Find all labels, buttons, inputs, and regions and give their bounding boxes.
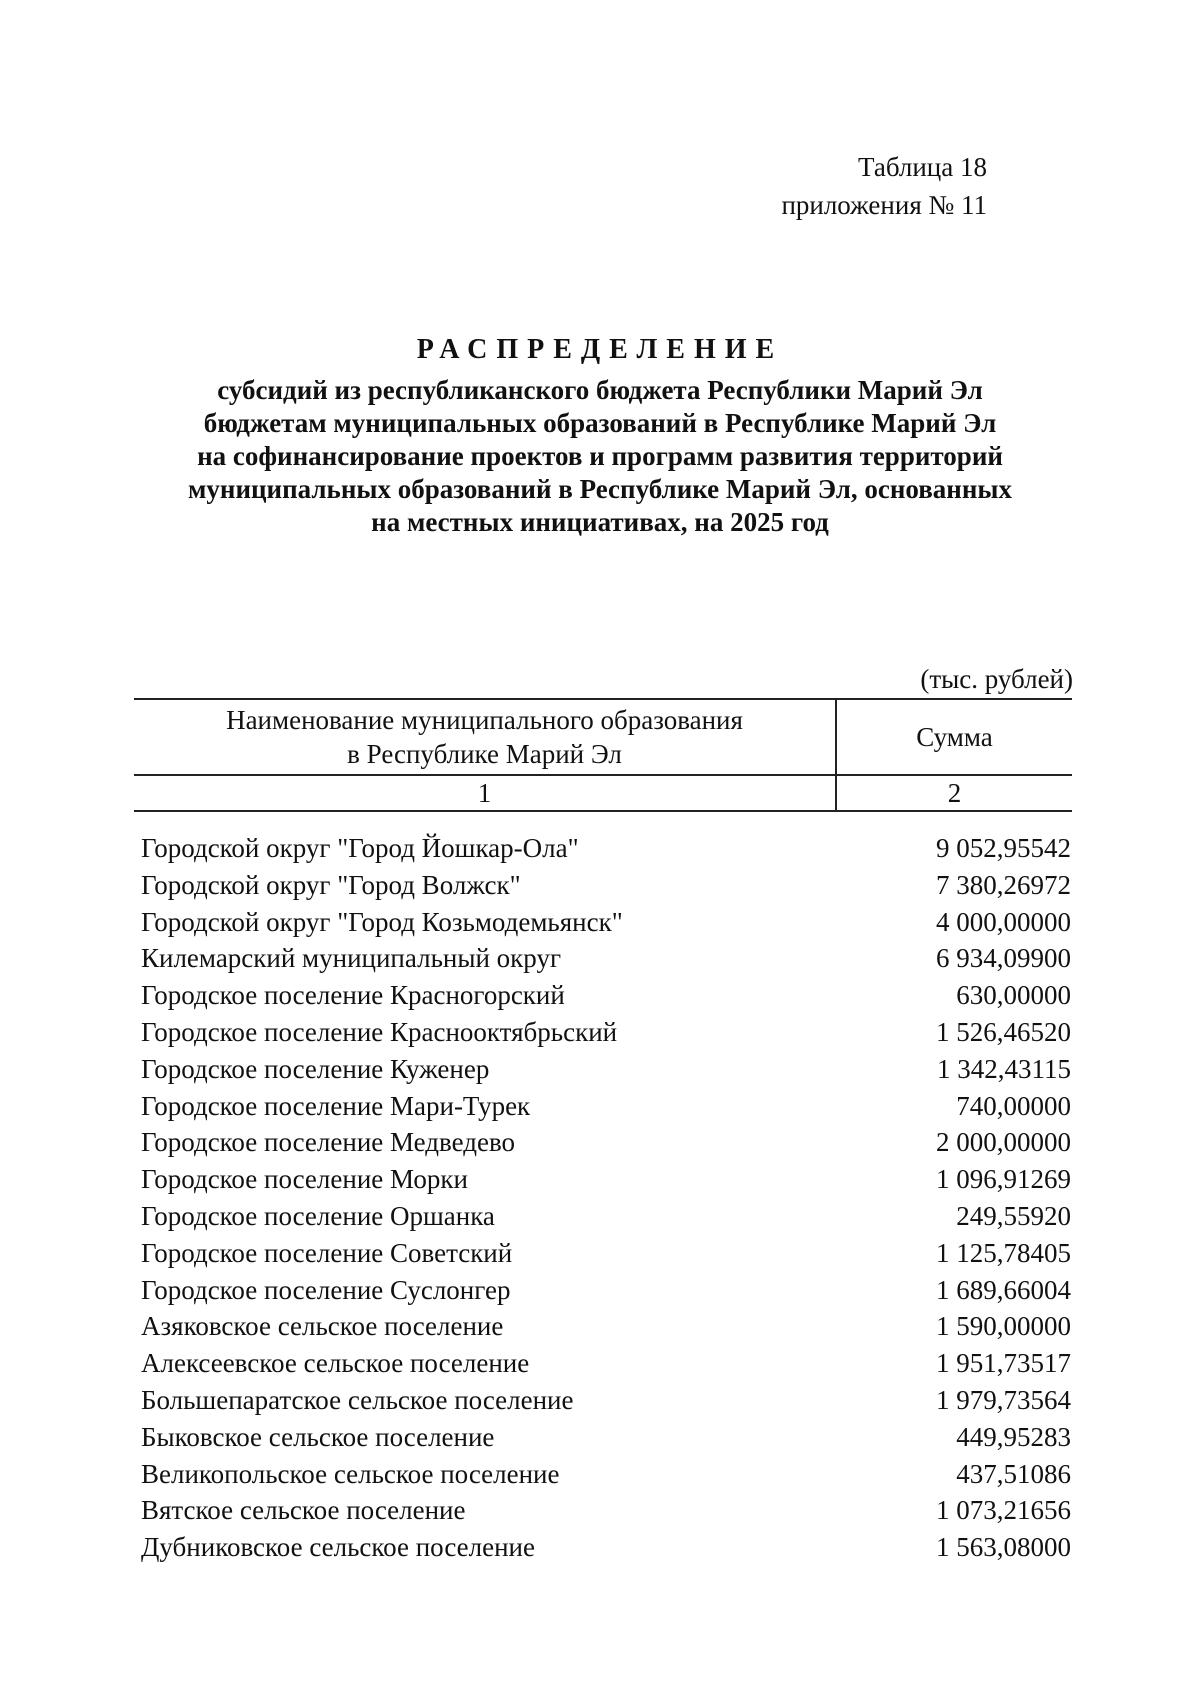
subsidy-amount: 6 934,09900 — [936, 943, 1071, 974]
subsidy-amount: 1 590,00000 — [936, 1311, 1071, 1342]
subsidy-amount: 449,95283 — [956, 1421, 1071, 1452]
subsidy-amount: 4 000,00000 — [936, 906, 1071, 937]
name-column-header — [134, 700, 837, 774]
column-number-2: 2 — [947, 777, 962, 808]
table-row — [141, 1201, 1071, 1238]
table-row — [141, 870, 1071, 907]
subtitle-line: на местных инициативах, на 2025 год — [371, 507, 829, 537]
table-row — [141, 1348, 1071, 1385]
subsidy-amount: 1 125,78405 — [936, 1237, 1071, 1268]
table-row — [141, 1238, 1071, 1275]
municipality-name: Городское поселение Морки — [141, 1164, 468, 1195]
table-row — [141, 833, 1071, 870]
table-row — [141, 943, 1071, 980]
municipality-name: Килемарский муниципальный округ — [141, 943, 562, 974]
municipality-name: Великопольское сельское поселение — [141, 1458, 560, 1489]
column-number-row — [134, 776, 1072, 812]
table-row — [141, 1422, 1071, 1459]
subsidy-amount: 1 951,73517 — [936, 1348, 1071, 1379]
subsidy-amount: 1 563,08000 — [936, 1532, 1071, 1563]
subsidy-amount: 740,00000 — [956, 1090, 1071, 1121]
table-row — [141, 980, 1071, 1017]
table-row — [141, 1017, 1071, 1054]
table-row — [141, 1164, 1071, 1201]
table-row — [141, 1054, 1071, 1091]
subsidy-amount: 1 689,66004 — [936, 1274, 1071, 1305]
header-row — [134, 698, 1072, 776]
table-row — [141, 1311, 1071, 1348]
subsidy-amount: 1 979,73564 — [936, 1384, 1071, 1415]
subtitle-line: субсидий из республиканского бюджета Республики Марий Эл — [217, 375, 983, 405]
name-column-header-line2: в Республике Марий Эл — [347, 739, 622, 769]
municipality-name: Городское поселение Оршанка — [141, 1200, 495, 1231]
subsidy-amount: 630,00000 — [956, 980, 1071, 1011]
municipality-name: Быковское сельское поселение — [141, 1421, 495, 1452]
municipality-name: Городской округ "Город Козьмодемьянск" — [141, 906, 623, 937]
municipality-name: Дубниковское сельское поселение — [141, 1532, 535, 1563]
subsidy-amount: 2 000,00000 — [936, 1127, 1071, 1158]
subsidy-amount: 249,55920 — [956, 1200, 1071, 1231]
subsidy-amount: 7 380,26972 — [936, 869, 1071, 900]
table-header — [134, 698, 1072, 812]
subtitle-line: на софинансирование проектов и программ развития территорий — [197, 441, 1003, 471]
municipality-name: Городское поселение Суслонгер — [141, 1274, 511, 1305]
municipality-name: Азяковское сельское поселение — [141, 1311, 504, 1342]
table-row — [141, 1495, 1071, 1532]
table-row — [141, 907, 1071, 944]
document-subtitle — [0, 374, 1200, 539]
municipality-name: Городское поселение Советский — [141, 1237, 513, 1268]
table-row — [141, 1385, 1071, 1422]
municipality-name: Большепаратское сельское поселение — [141, 1384, 574, 1415]
municipality-name: Городское поселение Медведево — [141, 1127, 516, 1158]
table-row — [141, 1275, 1071, 1312]
table-body — [141, 833, 1071, 1569]
municipality-name: Городской округ "Город Йошкар-Ола" — [141, 833, 579, 863]
subsidy-amount: 1 073,21656 — [936, 1495, 1071, 1526]
subtitle-line: муниципальных образований в Республике Марий Эл, основанных — [188, 474, 1012, 504]
municipality-name: Вятское сельское поселение — [141, 1495, 466, 1526]
subsidy-amount: 1 096,91269 — [936, 1164, 1071, 1195]
subsidy-amount: 437,51086 — [956, 1458, 1071, 1489]
table-row — [141, 1091, 1071, 1128]
municipality-name: Алексеевское сельское поселение — [141, 1348, 530, 1379]
table-row — [141, 1532, 1071, 1569]
municipality-name: Городское поселение Мари-Турек — [141, 1090, 531, 1121]
document-title: РАСПРЕДЕЛЕНИЕ — [416, 334, 784, 365]
table-row — [141, 1127, 1071, 1164]
municipality-name: Городское поселение Куженер — [141, 1053, 490, 1084]
appendix-number: приложения № 11 — [781, 190, 987, 220]
column-number-1: 1 — [134, 776, 837, 810]
units-label: (тыс. рублей) — [920, 664, 1073, 694]
municipality-name: Городской округ "Город Волжск" — [141, 869, 521, 900]
subsidy-amount: 1 342,43115 — [937, 1053, 1071, 1084]
subtitle-line: бюджетам муниципальных образований в Республике Марий Эл — [203, 408, 997, 438]
subsidy-amount: 1 526,46520 — [936, 1016, 1071, 1047]
table-number: Таблица 18 — [858, 152, 987, 182]
name-column-header-line1: Наименование муниципального образования — [226, 705, 743, 735]
municipality-name: Городское поселение Красногорский — [141, 980, 565, 1011]
sum-column-header: Сумма — [916, 721, 993, 752]
subsidy-amount: 9 052,95542 — [936, 833, 1071, 863]
table-row — [141, 1459, 1071, 1496]
table-reference — [781, 148, 987, 224]
municipality-name: Городское поселение Краснооктябрьский — [141, 1016, 618, 1047]
